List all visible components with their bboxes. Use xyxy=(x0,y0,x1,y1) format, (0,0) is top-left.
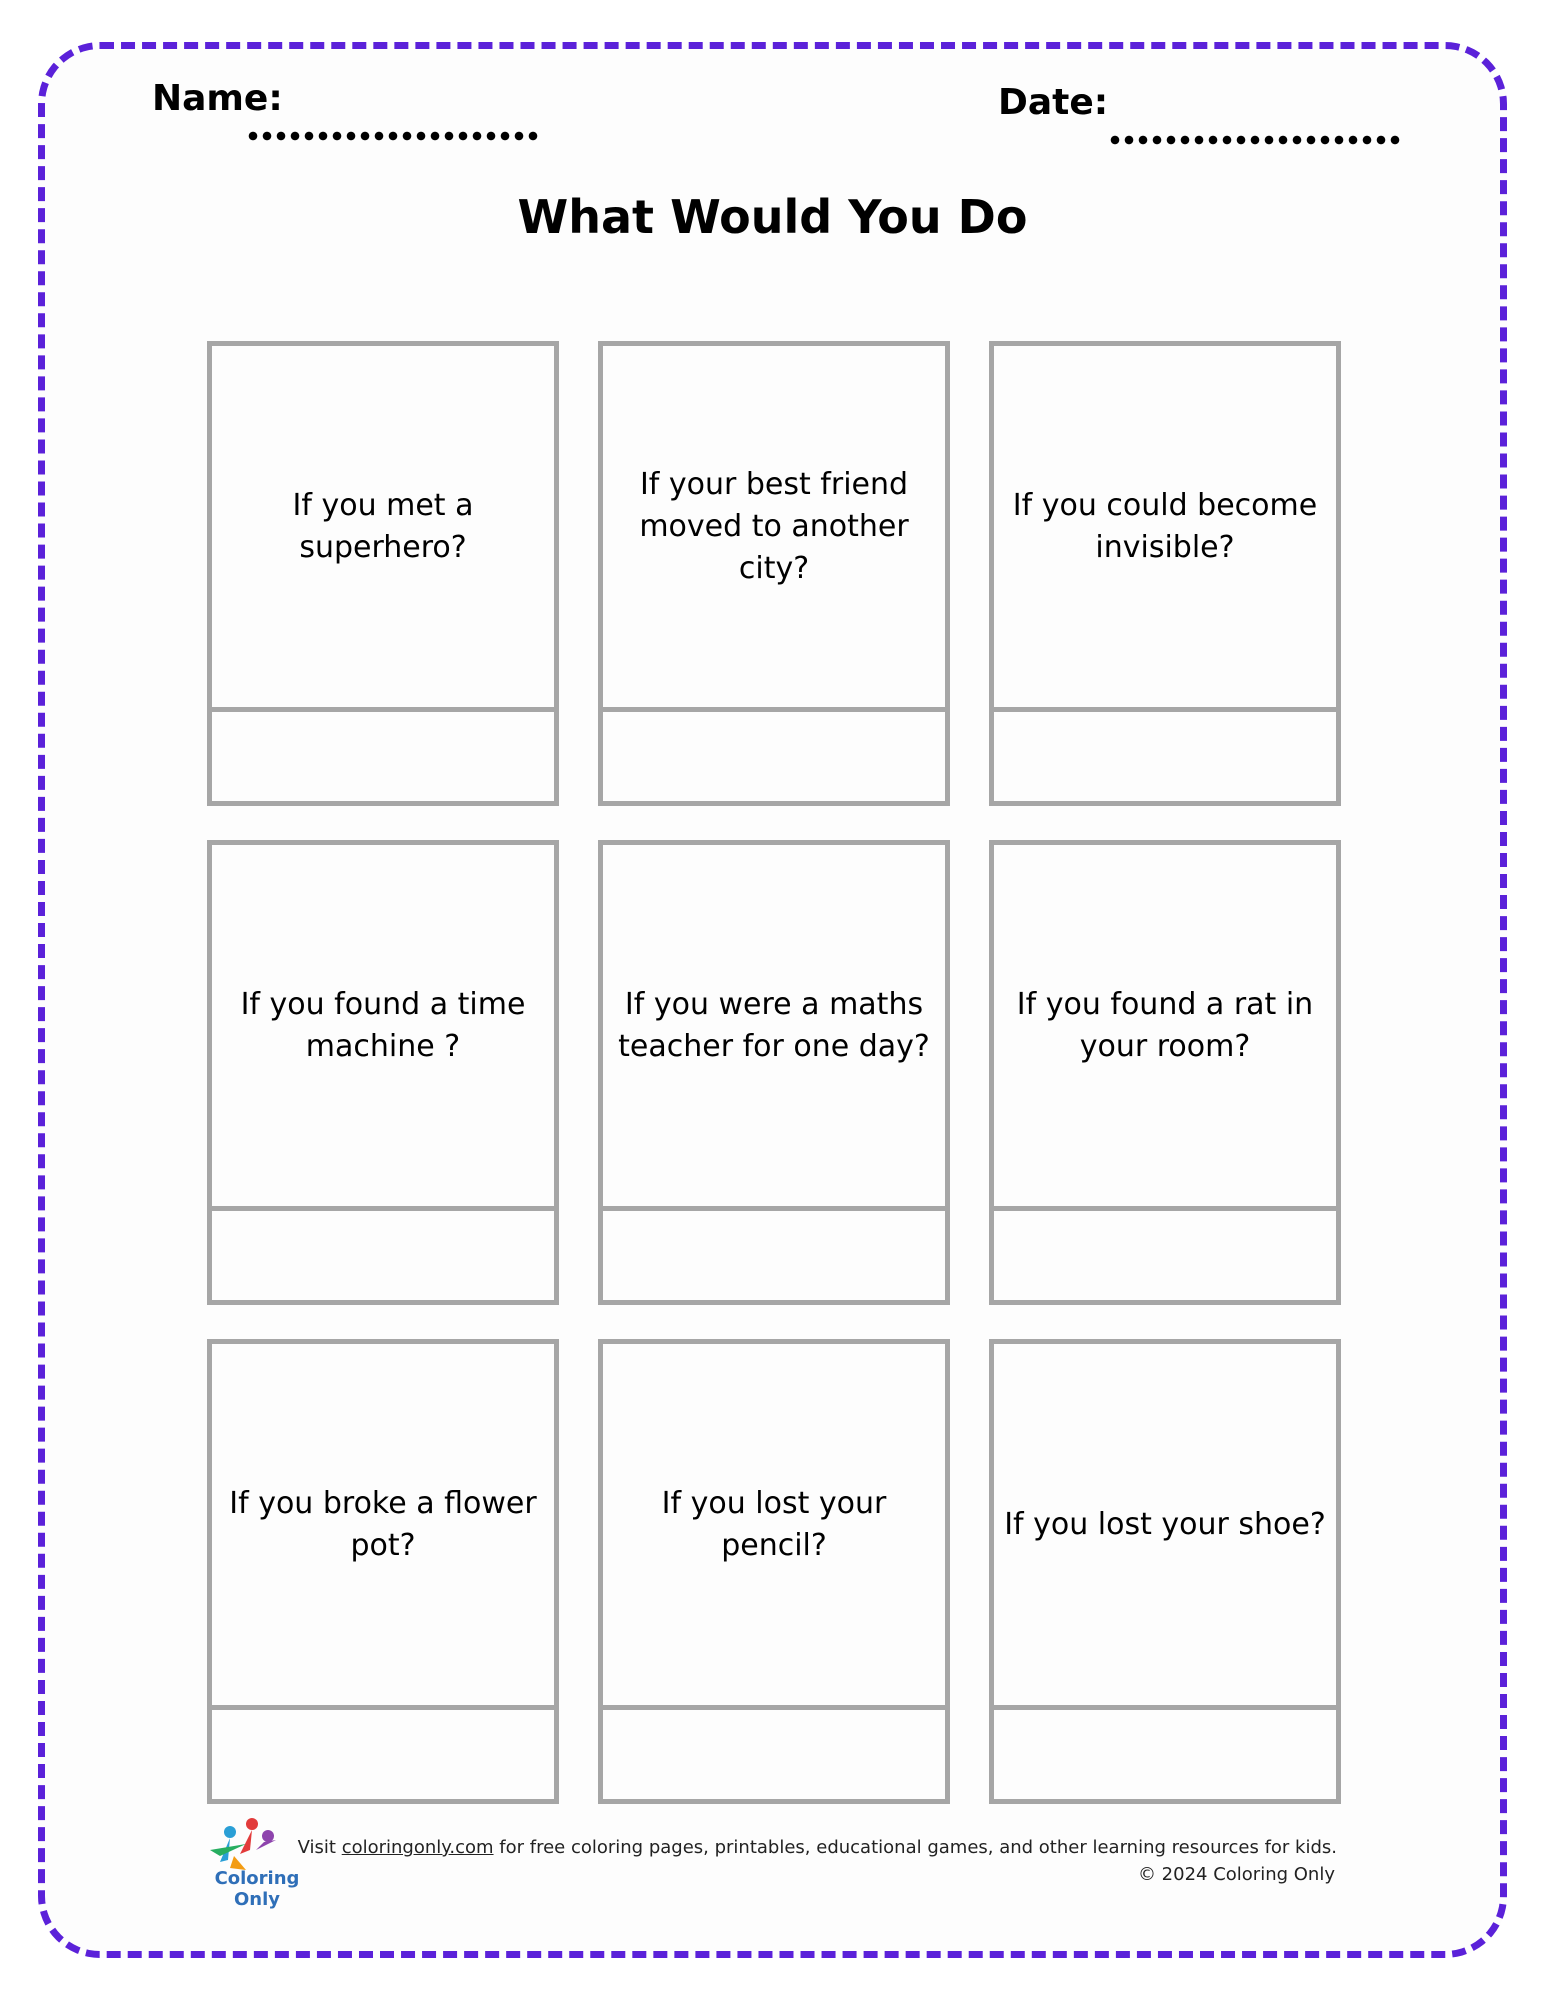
answer-box[interactable] xyxy=(603,1710,945,1799)
answer-box[interactable] xyxy=(994,1710,1336,1799)
answer-box[interactable] xyxy=(603,712,945,801)
question-card xyxy=(207,341,559,806)
question-prompt: If you lost your shoe? xyxy=(994,1344,1336,1710)
name-answer-line[interactable] xyxy=(246,130,540,142)
footer-visit-line xyxy=(298,1837,1337,1858)
question-prompt: If you broke a flower pot? xyxy=(212,1344,554,1710)
answer-box[interactable] xyxy=(212,1211,554,1300)
question-card xyxy=(989,840,1341,1305)
logo-figure-head xyxy=(246,1818,258,1830)
logo-text: Coloring Only xyxy=(214,1868,300,1910)
footer-copyright: © 2024 Coloring Only xyxy=(1137,1864,1335,1885)
footer-site-link[interactable]: coloringonly.com xyxy=(341,1837,494,1858)
name-label: Name: xyxy=(152,78,283,119)
question-prompt: If you lost your pencil? xyxy=(603,1344,945,1710)
logo-figure-head xyxy=(224,1826,236,1838)
answer-box[interactable] xyxy=(994,1211,1336,1300)
answer-box[interactable] xyxy=(603,1211,945,1300)
answer-box[interactable] xyxy=(212,712,554,801)
question-card xyxy=(989,341,1341,806)
answer-box[interactable] xyxy=(994,712,1336,801)
date-answer-line[interactable] xyxy=(1108,134,1402,146)
question-card xyxy=(989,1339,1341,1804)
footer-visit-prefix: Visit xyxy=(297,1837,342,1858)
logo-figure-head xyxy=(262,1830,274,1842)
question-prompt: If you found a rat in your room? xyxy=(994,845,1336,1211)
question-card xyxy=(598,1339,950,1804)
logo-figure-body xyxy=(240,1830,252,1854)
date-label: Date: xyxy=(998,82,1109,123)
question-card xyxy=(207,1339,559,1804)
question-card xyxy=(598,840,950,1305)
question-card xyxy=(598,341,950,806)
footer-visit-suffix: for free coloring pages, printables, educational games, and other learning resources for kids. xyxy=(493,1837,1337,1858)
question-prompt: If you met a superhero? xyxy=(212,346,554,712)
question-prompt: If you could become invisible? xyxy=(994,346,1336,712)
answer-box[interactable] xyxy=(212,1710,554,1799)
question-prompt: If you were a maths teacher for one day? xyxy=(603,845,945,1211)
question-prompt: If you found a time machine ? xyxy=(212,845,554,1211)
page-title: What Would You Do xyxy=(517,190,1028,244)
question-card xyxy=(207,840,559,1305)
question-prompt: If your best friend moved to another city? xyxy=(603,346,945,712)
